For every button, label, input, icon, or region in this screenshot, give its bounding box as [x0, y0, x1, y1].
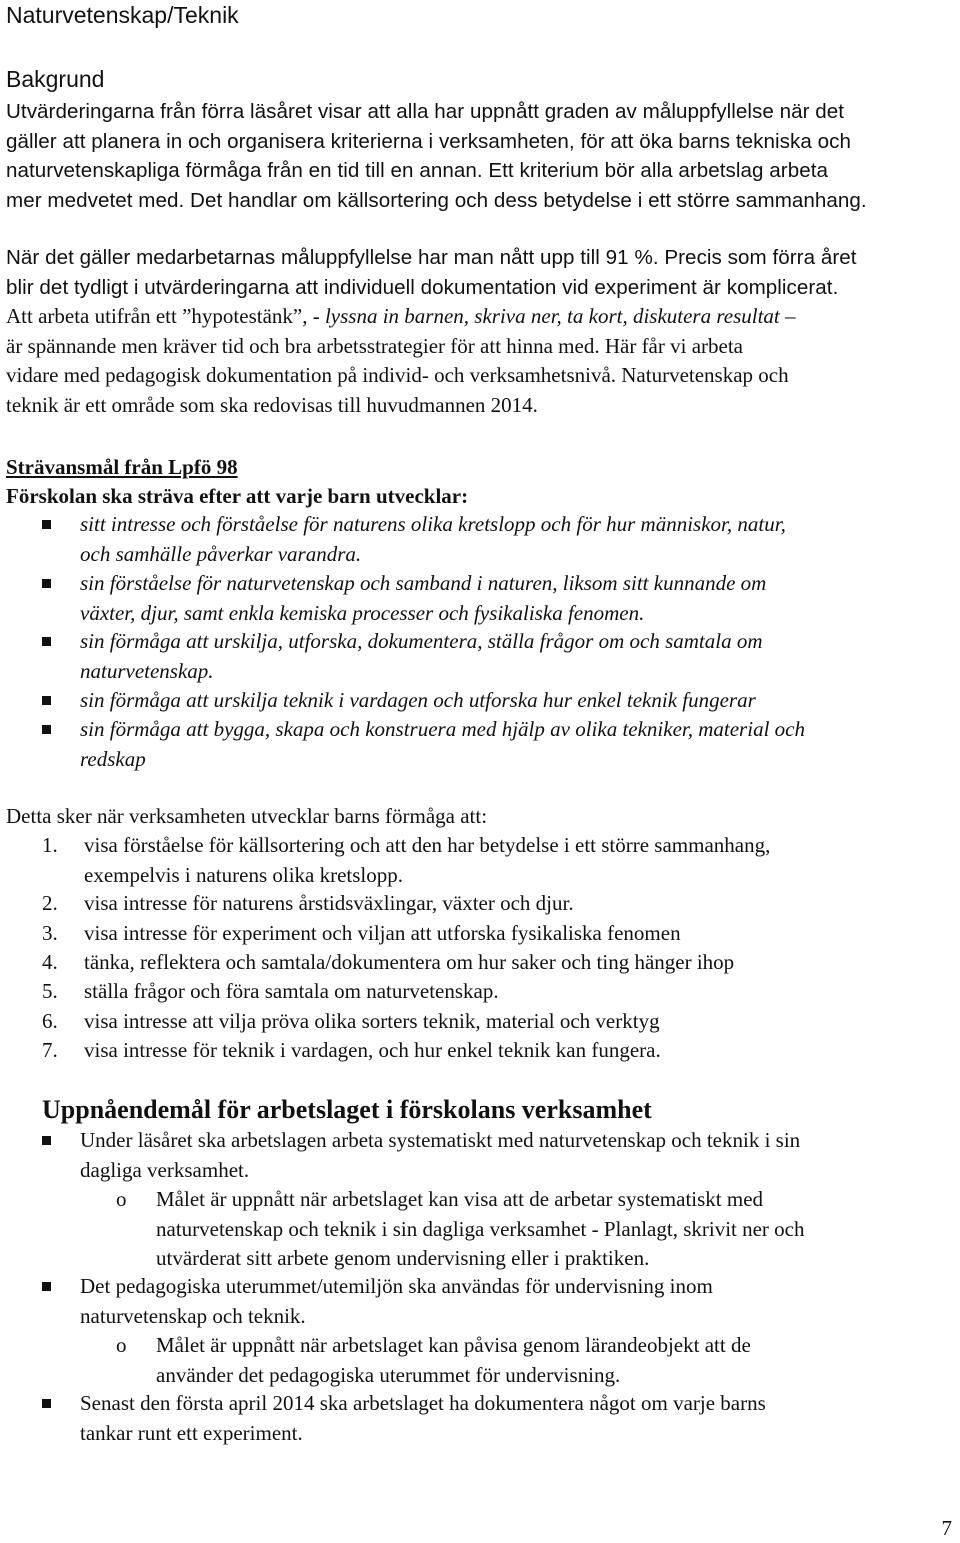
- page-number: 7: [941, 1516, 952, 1540]
- text-line: naturvetenskapliga förmåga från en tid till en annan. Ett kriterium bör alla arbetslag arbeta: [6, 159, 828, 182]
- section-heading-stravansmal: Strävansmål från Lpfö 98: [6, 455, 238, 479]
- item-number: 3.: [42, 921, 58, 945]
- square-bullet-icon: [42, 520, 51, 529]
- text-segment: Att arbeta utifrån ett ”hypotestänk”, -: [6, 304, 325, 328]
- item-number: 4.: [42, 950, 58, 974]
- square-bullet-icon: [42, 579, 51, 588]
- list-item-text: sin förståelse för naturvetenskap och samband i naturen, liksom sitt kunnande om: [80, 571, 767, 595]
- text-line: [6, 302, 958, 332]
- stravansmal-intro: Förskolan ska sträva efter att varje barn utvecklar:: [6, 484, 469, 508]
- text-line: teknik är ett område som ska redovisas till huvudmannen 2014.: [6, 392, 538, 417]
- list-item-text: Senast den första april 2014 ska arbetslaget ha dokumentera något om varje barns: [80, 1391, 766, 1415]
- text-line: vidare med pedagogisk dokumentation på individ- och verksamhetsnivå. Naturvetenskap och: [6, 363, 789, 387]
- detta-intro: [6, 802, 958, 832]
- square-bullet-icon: [42, 725, 51, 734]
- item-number: 6.: [42, 1009, 58, 1033]
- square-bullet-icon: [42, 637, 51, 646]
- sub-item-text: använder det pedagogiska uterummet för undervisning.: [156, 1362, 621, 1387]
- circle-bullet-icon: o: [116, 1333, 127, 1357]
- text-line: Detta sker när verksamheten utvecklar barns förmåga att:: [6, 804, 488, 828]
- bakgrund-paragraph-3: [6, 302, 958, 420]
- list-item-text: och samhälle påverkar varandra.: [80, 541, 362, 566]
- item-text: ställa frågor och föra samtala om naturvetenskap.: [84, 979, 499, 1003]
- italic-text: lyssna in barnen, skriva ner, ta kort, diskutera resultat –: [324, 304, 796, 328]
- item-text: visa intresse för experiment och viljan att utforska fysikaliska fenomen: [84, 921, 681, 945]
- list-item-text: naturvetenskap.: [80, 658, 214, 683]
- item-text: tänka, reflektera och samtala/dokumentera om hur saker och ting hänger ihop: [84, 950, 735, 974]
- list-item-text: sin förmåga att urskilja, utforska, dokumentera, ställa frågor om och samtala om: [80, 629, 763, 653]
- list-item-text: Det pedagogiska uterummet/utemiljön ska användas för undervisning inom: [80, 1274, 713, 1298]
- list-item-text: tankar runt ett experiment.: [80, 1420, 303, 1445]
- square-bullet-icon: [42, 1282, 51, 1291]
- item-number: 7.: [42, 1038, 58, 1062]
- bakgrund-paragraph-2: [6, 243, 958, 302]
- sub-item-text: utvärderat sitt arbete genom undervisning eller i praktiken.: [156, 1246, 650, 1270]
- list-item-text: dagliga verksamhet.: [80, 1157, 250, 1182]
- item-text: visa intresse för naturens årstidsväxlingar, växter och djur.: [84, 891, 574, 915]
- text-line: mer medvetet med. Det handlar om källsortering och dess betydelse i ett större sammanhang.: [6, 188, 867, 212]
- text-line: Utvärderingarna från förra läsåret visar att alla har uppnått graden av måluppfyllelse när det: [6, 100, 845, 123]
- sub-item-text: Målet är uppnått när arbetslaget kan påvisa genom lärandeobjekt att de: [156, 1333, 751, 1357]
- list-item-text: Under läsåret ska arbetslagen arbeta systematiskt med naturvetenskap och teknik i sin: [80, 1128, 801, 1152]
- item-text: exempelvis i naturens olika kretslopp.: [84, 862, 404, 887]
- item-number: 5.: [42, 979, 58, 1003]
- section-heading-uppnaendemal: Uppnåendemål för arbetslaget i förskolans verksamhet: [42, 1095, 652, 1124]
- item-text: visa intresse för teknik i vardagen, och hur enkel teknik kan fungera.: [84, 1038, 661, 1062]
- square-bullet-icon: [42, 696, 51, 705]
- sub-item-text: naturvetenskap och teknik i sin dagliga verksamhet - Planlagt, skrivit ner och: [156, 1216, 805, 1241]
- sub-item-text: Målet är uppnått när arbetslaget kan visa att de arbetar systematiskt med: [156, 1187, 764, 1211]
- text-line: blir det tydligt i utvärderingarna att individuell dokumentation vid experiment är komplicerat.: [6, 275, 839, 299]
- square-bullet-icon: [42, 1399, 51, 1408]
- text-line: gäller att planera in och organisera kriterierna i verksamheten, för att öka barns tekniska och: [6, 129, 851, 153]
- item-number: 1.: [42, 833, 58, 857]
- square-bullet-icon: [42, 1136, 51, 1145]
- list-item-text: sin förmåga att bygga, skapa och konstruera med hjälp av olika tekniker, material och: [80, 717, 805, 741]
- text-line: När det gäller medarbetarnas måluppfyllelse har man nått upp till 91 %. Precis som förra året: [6, 246, 857, 269]
- section-heading-bakgrund: Bakgrund: [6, 66, 105, 92]
- document-title: Naturvetenskap/Teknik: [6, 2, 239, 28]
- item-number: 2.: [42, 891, 58, 915]
- item-text: visa intresse att vilja pröva olika sorters teknik, material och verktyg: [84, 1009, 660, 1033]
- list-item-text: naturvetenskap och teknik.: [80, 1303, 306, 1328]
- list-item-text: sitt intresse och förståelse för naturens olika kretslopp och för hur människor, natur,: [80, 512, 786, 536]
- circle-bullet-icon: o: [116, 1187, 127, 1211]
- bakgrund-paragraph-1: [6, 97, 958, 215]
- list-item-text: redskap: [80, 746, 146, 771]
- list-item-text: sin förmåga att urskilja teknik i vardagen och utforska hur enkel teknik fungerar: [80, 688, 756, 712]
- list-item-text: växter, djur, samt enkla kemiska processer och fysikaliska fenomen.: [80, 600, 645, 625]
- item-text: visa förståelse för källsortering och att den har betydelse i ett större sammanhang,: [84, 833, 771, 857]
- text-line: är spännande men kräver tid och bra arbetsstrategier för att hinna med. Här får vi arbeta: [6, 333, 743, 358]
